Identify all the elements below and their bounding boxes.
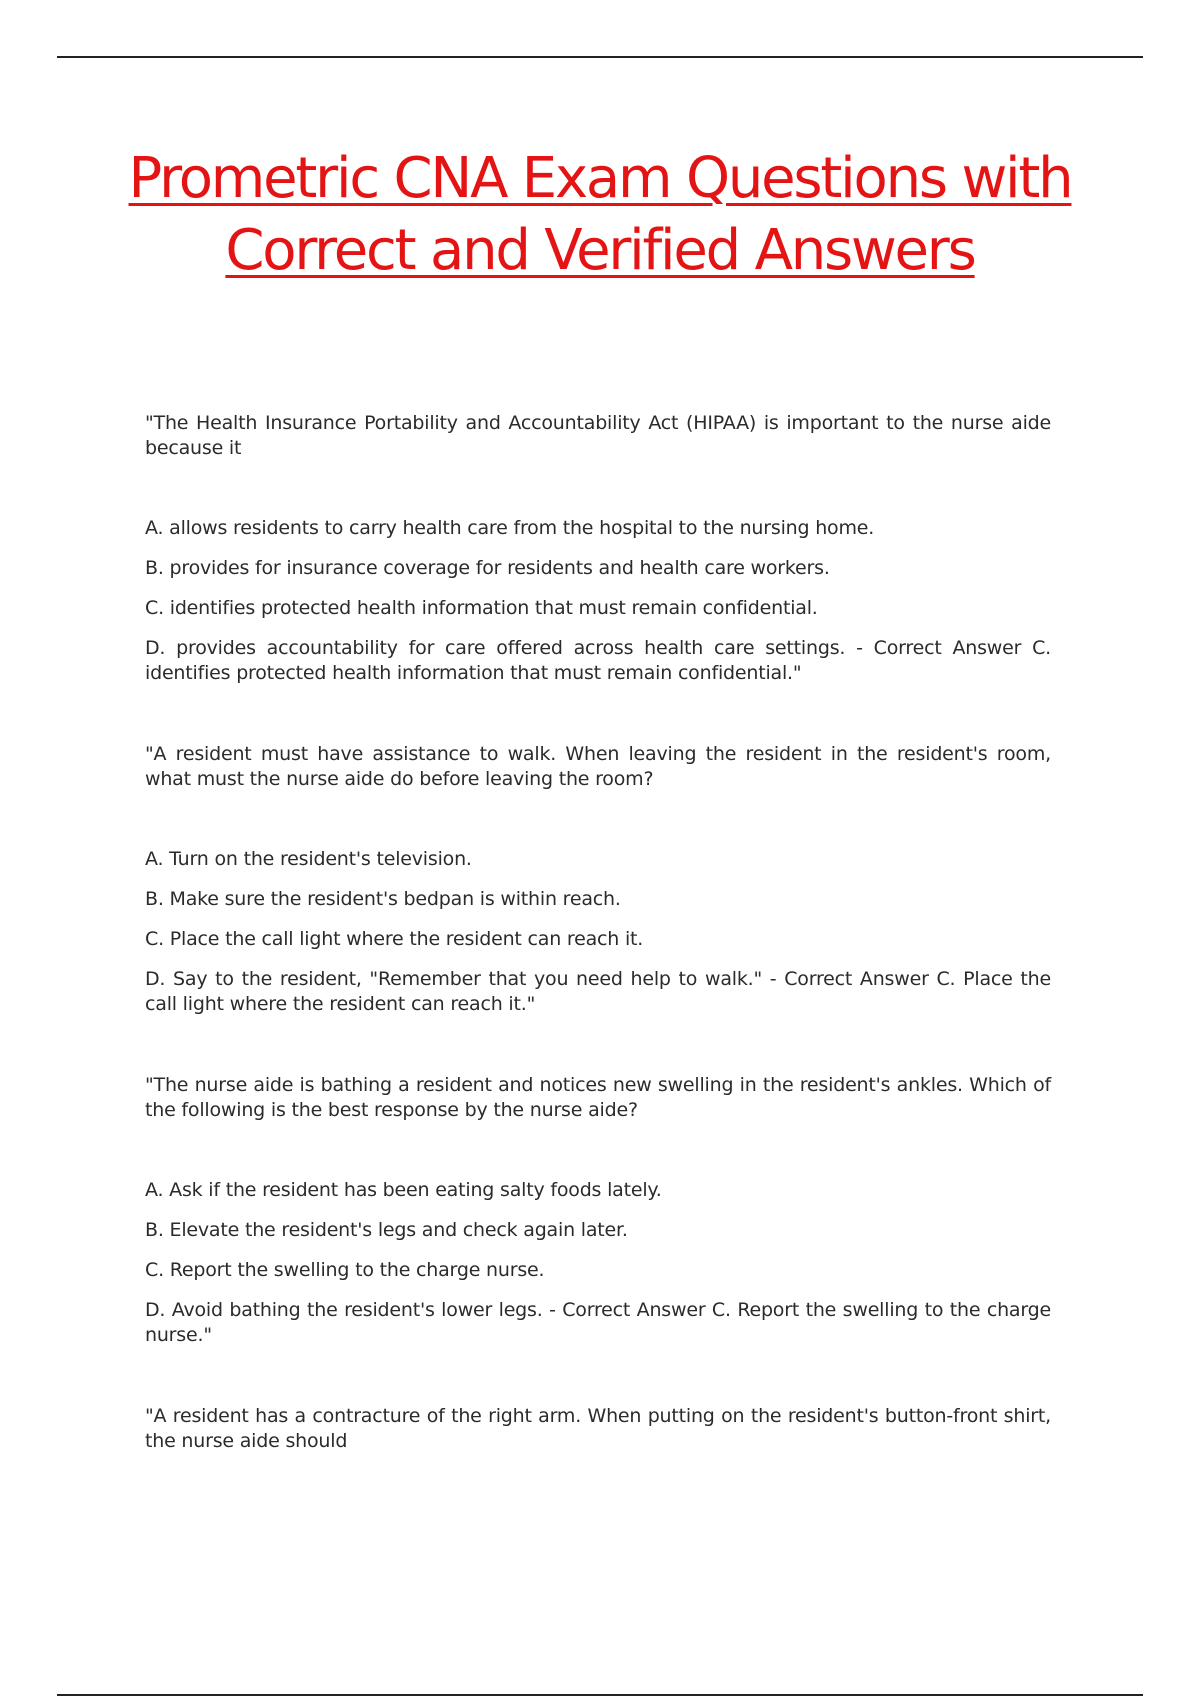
questions-list <box>145 411 1051 1509</box>
question-block <box>145 411 1051 686</box>
question-text: "A resident must have assistance to walk. When leaving the resident in the resident's room, what must the nurse aide do before leaving the room? <box>145 743 1051 790</box>
answer-option: B. Make sure the resident's bedpan is within reach. <box>145 888 621 910</box>
answer-option: A. allows residents to carry health care from the hospital to the nursing home. <box>145 517 875 539</box>
answer-option: C. Report the swelling to the charge nurse. <box>145 1259 545 1281</box>
bottom-rule <box>57 1694 1143 1696</box>
question-text: "The nurse aide is bathing a resident and notices new swelling in the resident's ankles. Which of the following is the best response by the nurse aide? <box>145 1074 1051 1121</box>
question-text: "The Health Insurance Portability and Accountability Act (HIPAA) is important to the nurse aide because it <box>145 412 1051 459</box>
question-block <box>145 742 1051 1017</box>
top-rule <box>57 56 1143 58</box>
answer-option: C. Place the call light where the resident can reach it. <box>145 928 644 950</box>
question-block <box>145 1404 1051 1454</box>
answer-option: D. Avoid bathing the resident's lower legs. - Correct Answer C. Report the swelling to the charge nurse." <box>145 1299 1051 1346</box>
answer-option: B. provides for insurance coverage for residents and health care workers. <box>145 557 830 579</box>
answer-option: C. identifies protected health information that must remain confidential. <box>145 597 818 619</box>
answer-option: A. Turn on the resident's television. <box>145 848 472 870</box>
answer-option: D. provides accountability for care offered across health care settings. - Correct Answer C. identifies protected health information that must remain confidential." <box>145 637 1051 684</box>
question-block <box>145 1073 1051 1348</box>
answer-option: B. Elevate the resident's legs and check again later. <box>145 1219 628 1241</box>
question-text: "A resident has a contracture of the right arm. When putting on the resident's button-front shirt, the nurse aide should <box>145 1405 1051 1452</box>
answer-option: A. Ask if the resident has been eating salty foods lately. <box>145 1179 662 1201</box>
document-title: Prometric CNA Exam Questions with Correct and Verified Answers <box>128 146 1072 283</box>
answer-option: D. Say to the resident, "Remember that you need help to walk." - Correct Answer C. Place the call light where the resident can reach it." <box>145 968 1051 1015</box>
